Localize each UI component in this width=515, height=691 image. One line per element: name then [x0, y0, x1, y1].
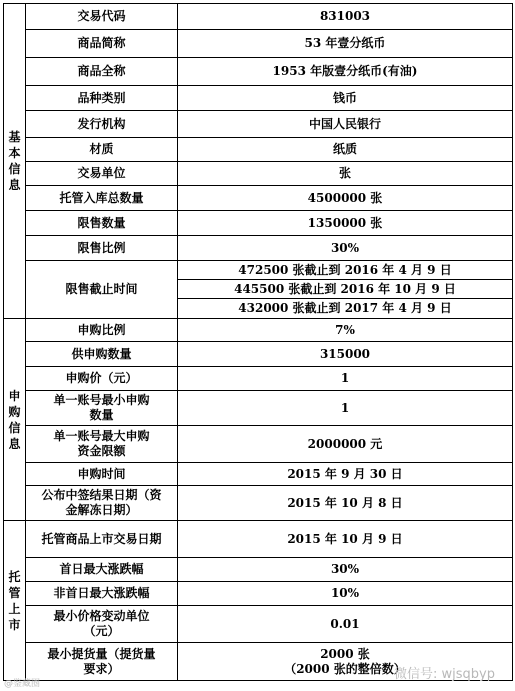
label-material: 材质 [26, 138, 178, 162]
label-category: 品种类别 [26, 86, 178, 111]
value-min-pickup-line1: 2000 张 [320, 646, 370, 661]
value-sub-price: 1 [178, 367, 513, 391]
value-sub-time: 2015 年 9 月 30 日 [178, 463, 513, 486]
value-unit: 张 [178, 162, 513, 186]
row-sub-ratio [4, 319, 513, 342]
label-issuer: 发行机构 [26, 111, 178, 138]
value-material: 纸质 [178, 138, 513, 162]
value-tick: 0.01 [178, 606, 513, 643]
row-first-day [4, 558, 513, 582]
label-full-name: 商品全称 [26, 58, 178, 86]
row-code [4, 4, 513, 30]
weibo-watermark: @鉴藏圈 [4, 679, 41, 689]
row-issuer [4, 111, 513, 138]
value-first-day: 30% [178, 558, 513, 582]
value-issuer: 中国人民银行 [178, 111, 513, 138]
label-sub-price: 申购价（元） [26, 367, 178, 391]
label-result-date: 公布中签结果日期（资金解冻日期） [26, 486, 178, 521]
value-min-sub: 1 [178, 391, 513, 426]
commodity-info-table [3, 3, 513, 681]
value-category: 钱币 [178, 86, 513, 111]
row-sub-price [4, 367, 513, 391]
label-other-day: 非首日最大涨跌幅 [26, 582, 178, 606]
row-material [4, 138, 513, 162]
row-full-name [4, 58, 513, 86]
row-unit [4, 162, 513, 186]
value-short-name: 53 年壹分纸币 [178, 30, 513, 58]
value-code: 831003 [178, 4, 513, 30]
row-total [4, 186, 513, 211]
row-restricted [4, 211, 513, 236]
label-first-day: 首日最大涨跌幅 [26, 558, 178, 582]
row-min-sub [4, 391, 513, 426]
row-deadline-1 [4, 261, 513, 280]
label-ratio: 限售比例 [26, 236, 178, 261]
section-listing: 托管上市 [4, 521, 26, 681]
label-total: 托管入库总数量 [26, 186, 178, 211]
row-result-date [4, 486, 513, 521]
value-max-sub: 2000000 元 [178, 426, 513, 463]
value-min-pickup-line2: （2000 张的整倍数） [284, 661, 406, 676]
value-full-name: 1953 年版壹分纸币(有油) [178, 58, 513, 86]
row-category [4, 86, 513, 111]
value-restricted: 1350000 张 [178, 211, 513, 236]
label-restricted: 限售数量 [26, 211, 178, 236]
row-max-sub [4, 426, 513, 463]
label-tick: 最小价格变动单位（元） [26, 606, 178, 643]
value-sub-ratio: 7% [178, 319, 513, 342]
wechat-watermark: 微信号: wjsqbyp [394, 667, 495, 682]
row-list-date [4, 521, 513, 558]
label-code: 交易代码 [26, 4, 178, 30]
value-deadline-1: 472500 张截止到 2016 年 4 月 9 日 [178, 261, 513, 280]
label-max-sub: 单一账号最大申购资金限额 [26, 426, 178, 463]
label-unit: 交易单位 [26, 162, 178, 186]
row-other-day [4, 582, 513, 606]
section-basic: 基本信息 [4, 4, 26, 319]
label-sub-ratio: 申购比例 [26, 319, 178, 342]
value-deadline-3: 432000 张截止到 2017 年 4 月 9 日 [178, 299, 513, 319]
value-total: 4500000 张 [178, 186, 513, 211]
label-short-name: 商品简称 [26, 30, 178, 58]
value-ratio: 30% [178, 236, 513, 261]
row-ratio [4, 236, 513, 261]
label-deadline: 限售截止时间 [26, 261, 178, 319]
row-short-name [4, 30, 513, 58]
value-deadline-2: 445500 张截止到 2016 年 10 月 9 日 [178, 280, 513, 299]
value-other-day: 10% [178, 582, 513, 606]
label-list-date: 托管商品上市交易日期 [26, 521, 178, 558]
value-sub-qty: 315000 [178, 342, 513, 367]
value-list-date: 2015 年 10 月 9 日 [178, 521, 513, 558]
label-sub-time: 申购时间 [26, 463, 178, 486]
row-sub-time [4, 463, 513, 486]
label-min-pickup: 最小提货量（提货量要求） [26, 643, 178, 681]
section-subscribe: 申购信息 [4, 319, 26, 521]
label-sub-qty: 供申购数量 [26, 342, 178, 367]
label-min-sub: 单一账号最小申购数量 [26, 391, 178, 426]
row-sub-qty [4, 342, 513, 367]
value-result-date: 2015 年 10 月 8 日 [178, 486, 513, 521]
row-tick [4, 606, 513, 643]
